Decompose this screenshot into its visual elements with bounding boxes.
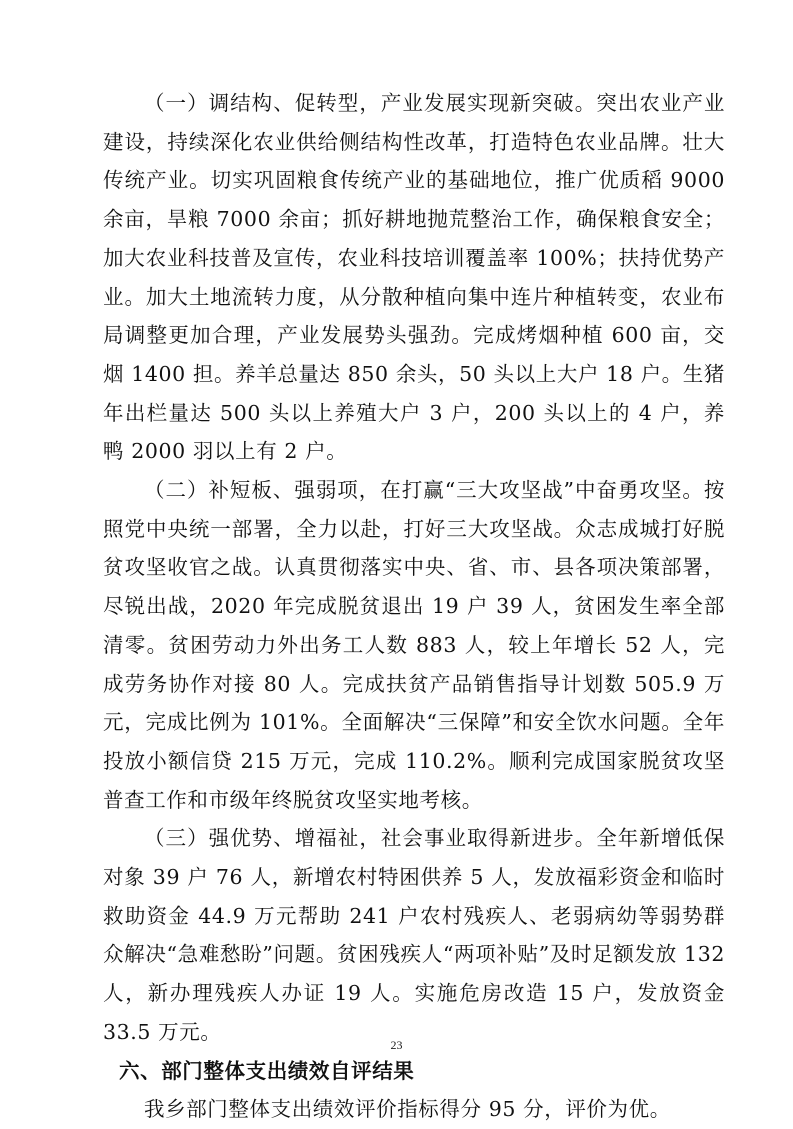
document-body (103, 84, 725, 1129)
paragraph-social-welfare: （三）强优势、增福祉，社会事业取得新进步。全年新增低保对象 39 户 76 人，新增农村特困供养 5 人，发放福彩资金和临时救助资金 44.9 万元帮助 241 户农村残疾人、老弱病幼等弱势群众解决“急难愁盼”问题。贫困残疾人“两项补贴”及时足额发放 132 人，新办理残疾人办证 19 人。实施危房改造 15 户，发放资金 33.5 万元。 (103, 826, 725, 1044)
paragraph-poverty-alleviation: （二）补短板、强弱项，在打赢“三大攻坚战”中奋勇攻坚。按照党中央统一部署，全力以赴，打好三大攻坚战。众志成城打好脱贫攻坚收官之战。认真贯彻落实中央、省、市、县各项决策部署，尽锐出战，2020 年完成脱贫退出 19 户 39 人，贫困发生率全部清零。贫困劳动力外出务工人数 883 人，较上年增长 52 人，完成劳务协作对接 80 人。完成扶贫产品销售指导计划数 505.9 万元，完成比例为 101%。全面解决“三保障”和安全饮水问题。全年投放小额信贷 215 万元，完成 110.2%。顺利完成国家脱贫攻坚普查工作和市级年终脱贫攻坚实地考核。 (103, 478, 725, 812)
section-heading: 六、部门整体支出绩效自评结果 (119, 1058, 415, 1083)
paragraph-evaluation-result: 我乡部门整体支出绩效评价指标得分 95 分，评价为优。 (144, 1097, 671, 1122)
paragraph-industry-development: （一）调结构、促转型，产业发展实现新突破。突出农业产业建设，持续深化农业供给侧结构性改革，打造特色农业品牌。壮大传统产业。切实巩固粮食传统产业的基础地位，推广优质稻 9000 余亩，旱粮 7000 余亩；抓好耕地抛荒整治工作，确保粮食安全；加大农业科技普及宣传，农业科技培训覆盖率 100%；扶持优势产业。加大土地流转力度，从分散种植向集中连片种植转变，农业布局调整更加合理，产业发展势头强劲。完成烤烟种植 600 亩，交烟 1400 担。养羊总量达 850 余头，50 头以上大户 18 户。生猪年出栏量达 500 头以上养殖大户 3 户，200 头以上的 4 户，养鸭 2000 羽以上有 2 户。 (103, 91, 725, 464)
page-number: 23 (390, 1038, 403, 1052)
